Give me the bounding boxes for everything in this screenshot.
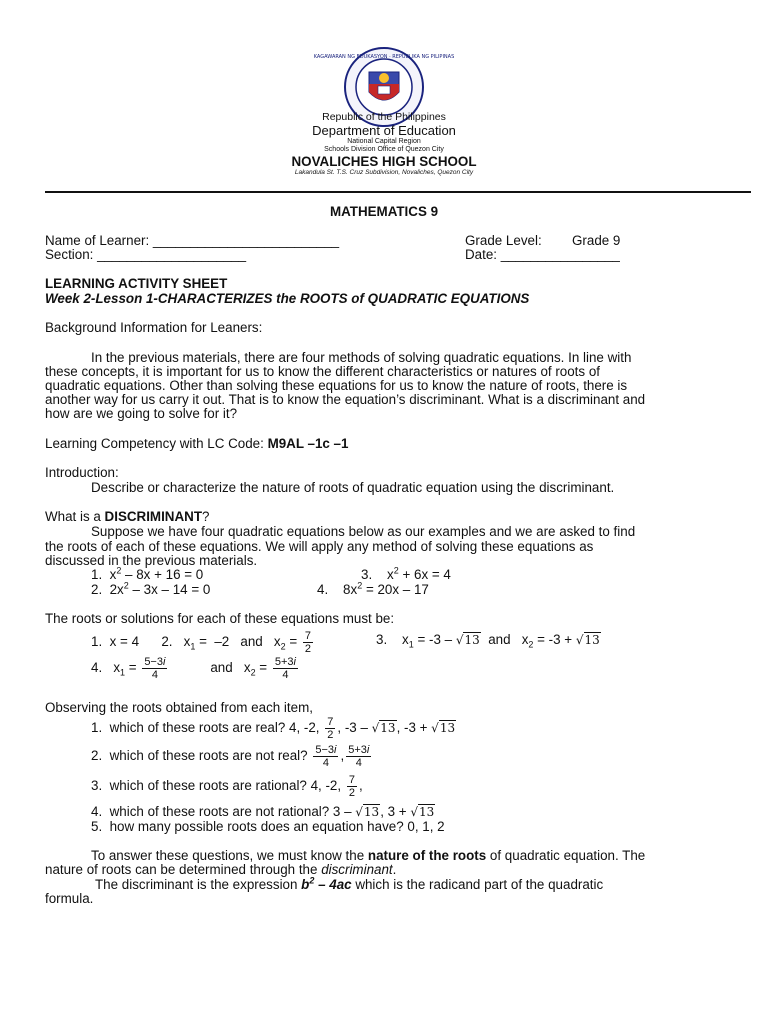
header-address: Lakandula St. T.S. Cruz Subdivision, Novaliches, Quezon City (294, 169, 474, 176)
competency-code: M9AL –1c –1 (267, 436, 349, 451)
discriminant-line: discussed in the previous materials. (45, 553, 258, 568)
question-3: 3. which of these roots are rational? 4, -2, $\frac{7}{2}$ , (91, 774, 363, 799)
background-line: In the previous materials, there are four methods of solving quadratic equations. In line with (91, 350, 632, 365)
question-4-text: which of these roots are not rational? 3 – (109, 804, 352, 819)
competency-line (45, 436, 348, 451)
header-department: Department of Education (312, 123, 456, 138)
roots-line-1b: 3. $x_1 = -3 - √13$ and $x_2 = -3 + √13$ (376, 632, 600, 650)
roots-line-1: 1. x = 4 2. $x_1 = -2$ and $x_2$ = $\frac{7}{2}$ (91, 630, 312, 655)
fraction-5-minus-3i-4: $\frac{5-3i}{4}$ (144, 656, 166, 681)
equation-4: 4. $8x^2 = 20x - 17$ (317, 580, 429, 597)
sheet-title: LEARNING ACTIVITY SHEET (45, 276, 228, 291)
question-5-text: how many possible roots does an equation have? 0, 1, 2 (109, 819, 445, 834)
question-4: 4. which of these roots are not rational? 3 – √13, 3 + √13 (91, 804, 435, 819)
background-label: Background Information for Leaners: (45, 320, 263, 335)
lesson-title: Week 2-Lesson 1-CHARACTERIZES the ROOTS of QUADRATIC EQUATIONS (45, 291, 530, 306)
question-5: 5. how many possible roots does an equation have? 0, 1, 2 (91, 819, 445, 834)
discriminant-q-prefix: What is a (45, 509, 105, 524)
question-2: 2. which of these roots are not real? $\frac{5-3i}{4}$ , $\frac{5+3i}{4}$ (91, 744, 370, 769)
closing-line-1: To answer these questions, we must know the nature of the roots of quadratic equation. The (91, 848, 646, 863)
background-line: another way for us carry it out. That is to know the equation’s discriminant. What is a discriminant and (45, 392, 646, 407)
section-field[interactable]: Section: ____________________ (45, 247, 247, 262)
closing-line-2: nature of roots can be determined through the discriminant. (45, 862, 397, 877)
fraction-5-plus-3i-4: $\frac{5+3i}{4}$ (274, 656, 296, 681)
grade-level-value: Grade 9 (572, 233, 621, 248)
background-line: these concepts, it is important for us to know the different characteristics or natures of roots of (45, 364, 600, 379)
closing-line-4: formula. (45, 891, 94, 906)
discriminant-formula: $b^2 - 4ac$ (301, 875, 352, 892)
name-field[interactable]: Name of Learner: _________________________ (45, 233, 340, 248)
equation-2: 2. $2x^2 - 3x - 14 = 0$ (91, 580, 211, 597)
grade-level-label: Grade Level: (465, 233, 542, 248)
header-division: Schools Division Office of Quezon City (324, 146, 444, 153)
discriminant-q-suffix: ? (202, 509, 210, 524)
introduction-label: Introduction: (45, 465, 119, 480)
discriminant-q-word: DISCRIMINANT (104, 509, 202, 524)
discriminant-line: the roots of each of these equations. We will apply any method of solving these equations as (45, 539, 594, 554)
question-1-text: which of these roots are real? 4, -2, (109, 720, 320, 736)
background-line: quadratic equations. Other than solving these equations for us to know the nature of roots, there is (45, 378, 628, 393)
header-school: NOVALICHES HIGH SCHOOL (291, 154, 477, 169)
discriminant-question (45, 509, 209, 524)
closing-line-3: The discriminant is the expression $b^2 - 4ac$ which is the radicand part of the quadratic (95, 875, 604, 892)
roots-line-2: 4. $x_1$ = $\frac{5-3i}{4}$ and $x_2$ = $\frac{5+3i}{4}$ (91, 656, 296, 681)
header-divider (45, 191, 751, 193)
observing-label: Observing the roots obtained from each item, (45, 700, 313, 715)
svg-text:KAGAWARAN NG EDUKASYON · REPUB: KAGAWARAN NG EDUKASYON · REPUBLIKA NG PILIPINAS (313, 54, 455, 60)
subject-title: MATHEMATICS 9 (329, 204, 439, 219)
fraction-7-2: $\frac{7}{2}$ (304, 630, 312, 655)
header-region: National Capital Region (347, 138, 421, 145)
question-1: 1. which of these roots are real? 4, -2, $\frac{7}{2}$ , -3 – √13, -3 + √13 (91, 716, 456, 741)
equation-1: 1. $x^2 - 8x + 16 = 0$ (91, 565, 204, 582)
competency-label: Learning Competency with LC Code: (45, 436, 268, 451)
equation-3: 3. $x^2 + 6x = 4$ (361, 565, 451, 582)
discriminant-line: Suppose we have four quadratic equations below as our examples and we are asked to find (91, 524, 636, 539)
introduction-text: Describe or characterize the nature of roots of quadratic equation using the discriminant. (91, 480, 615, 495)
question-2-text: which of these roots are not real? (109, 748, 308, 764)
date-field[interactable]: Date: ________________ (465, 247, 620, 262)
background-line: how are we going to solve for it? (45, 406, 238, 421)
header-republic: Republic of the Philippines (322, 111, 446, 123)
question-3-text: which of these roots are rational? 4, -2, (109, 778, 342, 794)
roots-intro: The roots or solutions for each of these equations must be: (45, 611, 395, 626)
